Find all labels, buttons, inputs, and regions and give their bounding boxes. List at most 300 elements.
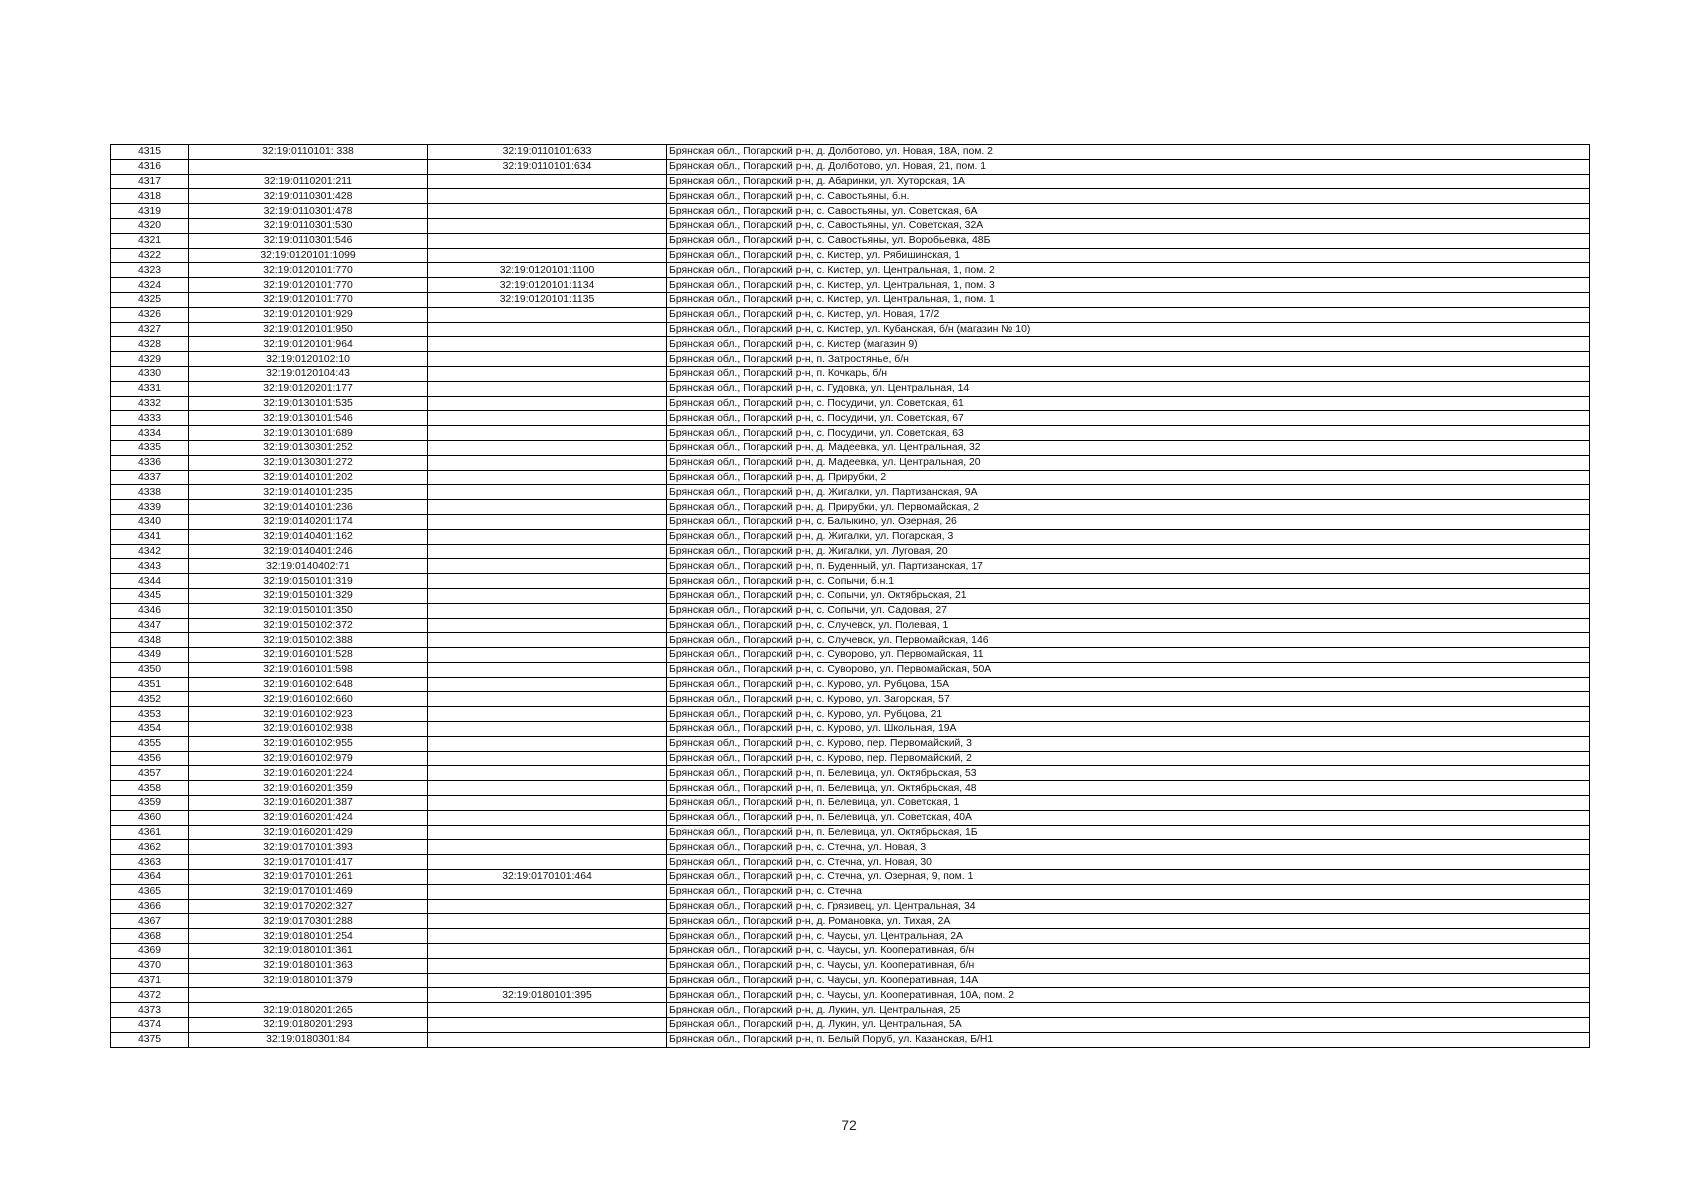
table-row [111,1018,1590,1033]
cadastral-number-cell: 32:19:0180201:293 [189,1018,428,1033]
cadastral-number-cell: 32:19:0140402:71 [189,559,428,574]
address-cell: Брянская обл., Погарский р-н, с. Курово, пер. Первомайский, 3 [667,736,1590,751]
row-number-cell: 4334 [111,426,189,441]
address-cell: Брянская обл., Погарский р-н, с. Суворово, ул. Первомайская, 11 [667,648,1590,663]
address-cell: Брянская обл., Погарский р-н, п. Белевица, ул. Советская, 40А [667,810,1590,825]
address-cell: Брянская обл., Погарский р-н, с. Курово, пер. Первомайский, 2 [667,751,1590,766]
row-number-cell: 4375 [111,1032,189,1047]
address-cell: Брянская обл., Погарский р-н, д. Мадеевка, ул. Центральная, 32 [667,440,1590,455]
table-row [111,929,1590,944]
row-number-cell: 4343 [111,559,189,574]
table-row [111,396,1590,411]
table-row [111,544,1590,559]
cadastral-number-cell: 32:19:0140401:246 [189,544,428,559]
table-row [111,899,1590,914]
cadastral-number-cell: 32:19:0160102:938 [189,722,428,737]
cadastral-number-cell: 32:19:0130301:272 [189,455,428,470]
address-cell: Брянская обл., Погарский р-н, д. Жигалки, ул. Погарская, 3 [667,529,1590,544]
address-cell: Брянская обл., Погарский р-н, с. Чаусы, ул. Кооперативная, 14А [667,973,1590,988]
address-cell: Брянская обл., Погарский р-н, д. Жигалки, ул. Партизанская, 9А [667,485,1590,500]
row-number-cell: 4362 [111,840,189,855]
premises-number-cell [428,633,667,648]
cadastral-number-cell: 32:19:0160102:648 [189,677,428,692]
row-number-cell: 4374 [111,1018,189,1033]
cadastral-number-cell: 32:19:0160201:424 [189,810,428,825]
row-number-cell: 4341 [111,529,189,544]
premises-number-cell [428,189,667,204]
cadastral-number-cell: 32:19:0120101:770 [189,263,428,278]
row-number-cell: 4340 [111,514,189,529]
address-cell: Брянская обл., Погарский р-н, с. Кистер, ул. Центральная, 1, пом. 3 [667,278,1590,293]
address-cell: Брянская обл., Погарский р-н, с. Курово, ул. Загорская, 57 [667,692,1590,707]
table-row [111,440,1590,455]
row-number-cell: 4346 [111,603,189,618]
row-number-cell: 4322 [111,248,189,263]
premises-number-cell [428,204,667,219]
table-row [111,588,1590,603]
row-number-cell: 4357 [111,766,189,781]
table-row [111,722,1590,737]
table-row [111,958,1590,973]
premises-number-cell [428,736,667,751]
cadastral-number-cell: 32:19:0150101:329 [189,588,428,603]
address-cell: Брянская обл., Погарский р-н, п. Буденный, ул. Партизанская, 17 [667,559,1590,574]
row-number-cell: 4342 [111,544,189,559]
row-number-cell: 4326 [111,307,189,322]
row-number-cell: 4329 [111,352,189,367]
address-cell: Брянская обл., Погарский р-н, п. Белевица, ул. Октябрьская, 53 [667,766,1590,781]
premises-number-cell: 32:19:0120101:1134 [428,278,667,293]
premises-number-cell [428,174,667,189]
premises-number-cell [428,366,667,381]
row-number-cell: 4327 [111,322,189,337]
address-cell: Брянская обл., Погарский р-н, с. Чаусы, ул. Центральная, 2А [667,929,1590,944]
premises-number-cell [428,455,667,470]
row-number-cell: 4364 [111,870,189,885]
address-cell: Брянская обл., Погарский р-н, с. Кистер (магазин 9) [667,337,1590,352]
premises-number-cell [428,973,667,988]
table-row [111,751,1590,766]
cadastral-number-cell: 32:19:0110301:478 [189,204,428,219]
premises-number-cell [428,440,667,455]
premises-number-cell: 32:19:0180101:395 [428,988,667,1003]
premises-number-cell [428,352,667,367]
cadastral-number-cell: 32:19:0110301:546 [189,233,428,248]
address-cell: Брянская обл., Погарский р-н, с. Сопычи, б.н.1 [667,574,1590,589]
premises-number-cell [428,500,667,515]
premises-number-cell [428,766,667,781]
row-number-cell: 4335 [111,440,189,455]
cadastral-number-cell: 32:19:0160102:660 [189,692,428,707]
table-row [111,233,1590,248]
cadastral-number-cell: 32:19:0180301:84 [189,1032,428,1047]
row-number-cell: 4351 [111,677,189,692]
address-cell: Брянская обл., Погарский р-н, с. Сопычи, ул. Садовая, 27 [667,603,1590,618]
table-row [111,796,1590,811]
address-cell: Брянская обл., Погарский р-н, с. Чаусы, ул. Кооперативная, б/н [667,944,1590,959]
row-number-cell: 4323 [111,263,189,278]
premises-number-cell [428,426,667,441]
cadastral-number-cell: 32:19:0160102:979 [189,751,428,766]
address-cell: Брянская обл., Погарский р-н, д. Абаринки, ул. Хуторская, 1А [667,174,1590,189]
premises-number-cell [428,574,667,589]
premises-number-cell [428,381,667,396]
row-number-cell: 4347 [111,618,189,633]
cadastral-number-cell: 32:19:0130301:252 [189,440,428,455]
premises-number-cell [428,1032,667,1047]
cadastral-number-cell: 32:19:0180101:379 [189,973,428,988]
row-number-cell: 4371 [111,973,189,988]
address-cell: Брянская обл., Погарский р-н, с. Курово, ул. Рубцова, 21 [667,707,1590,722]
cadastral-number-cell: 32:19:0180101:361 [189,944,428,959]
address-cell: Брянская обл., Погарский р-н, с. Сопычи, ул. Октябрьская, 21 [667,588,1590,603]
row-number-cell: 4328 [111,337,189,352]
row-number-cell: 4367 [111,914,189,929]
premises-number-cell [428,899,667,914]
table-row [111,411,1590,426]
address-cell: Брянская обл., Погарский р-н, с. Кистер, ул. Новая, 17/2 [667,307,1590,322]
table-row [111,366,1590,381]
table-row [111,766,1590,781]
premises-number-cell [428,218,667,233]
row-number-cell: 4354 [111,722,189,737]
table-row [111,1032,1590,1047]
address-cell: Брянская обл., Погарский р-н, с. Кистер, ул. Кубанская, б/н (магазин № 10) [667,322,1590,337]
address-cell: Брянская обл., Погарский р-н, д. Долботово, ул. Новая, 18А, пом. 2 [667,145,1590,160]
address-cell: Брянская обл., Погарский р-н, с. Чаусы, ул. Кооперативная, 10А, пом. 2 [667,988,1590,1003]
address-cell: Брянская обл., Погарский р-н, п. Кочкарь, б/н [667,366,1590,381]
table-row [111,218,1590,233]
row-number-cell: 4338 [111,485,189,500]
premises-number-cell [428,514,667,529]
table-row [111,677,1590,692]
table-row [111,988,1590,1003]
table-row [111,455,1590,470]
cadastral-number-cell: 32:19:0120201:177 [189,381,428,396]
property-registry-table [110,144,1590,1048]
premises-number-cell [428,248,667,263]
cadastral-number-cell: 32:19:0150101:350 [189,603,428,618]
row-number-cell: 4358 [111,781,189,796]
table-row [111,574,1590,589]
cadastral-number-cell: 32:19:0160201:359 [189,781,428,796]
cadastral-number-cell: 32:19:0120101:964 [189,337,428,352]
cadastral-number-cell: 32:19:0120102:10 [189,352,428,367]
row-number-cell: 4363 [111,855,189,870]
row-number-cell: 4369 [111,944,189,959]
table-row [111,145,1590,160]
row-number-cell: 4315 [111,145,189,160]
row-number-cell: 4320 [111,218,189,233]
table-row [111,189,1590,204]
row-number-cell: 4372 [111,988,189,1003]
address-cell: Брянская обл., Погарский р-н, с. Посудичи, ул. Советская, 67 [667,411,1590,426]
table-row [111,633,1590,648]
premises-number-cell: 32:19:0120101:1100 [428,263,667,278]
cadastral-number-cell: 32:19:0160101:598 [189,662,428,677]
address-cell: Брянская обл., Погарский р-н, с. Гудовка, ул. Центральная, 14 [667,381,1590,396]
premises-number-cell [428,396,667,411]
row-number-cell: 4350 [111,662,189,677]
address-cell: Брянская обл., Погарский р-н, д. Жигалки, ул. Луговая, 20 [667,544,1590,559]
cadastral-number-cell: 32:19:0160102:955 [189,736,428,751]
table-row [111,485,1590,500]
table-row [111,810,1590,825]
address-cell: Брянская обл., Погарский р-н, п. Затростянье, б/н [667,352,1590,367]
cadastral-number-cell: 32:19:0160101:528 [189,648,428,663]
cadastral-number-cell: 32:19:0130101:689 [189,426,428,441]
premises-number-cell [428,810,667,825]
row-number-cell: 4349 [111,648,189,663]
address-cell: Брянская обл., Погарский р-н, д. Мадеевка, ул. Центральная, 20 [667,455,1590,470]
address-cell: Брянская обл., Погарский р-н, с. Савостьяны, б.н. [667,189,1590,204]
address-cell: Брянская обл., Погарский р-н, с. Балыкино, ул. Озерная, 26 [667,514,1590,529]
address-cell: Брянская обл., Погарский р-н, п. Белевица, ул. Советская, 1 [667,796,1590,811]
row-number-cell: 4339 [111,500,189,515]
address-cell: Брянская обл., Погарский р-н, п. Белевица, ул. Октябрьская, 48 [667,781,1590,796]
premises-number-cell [428,707,667,722]
table-row [111,884,1590,899]
address-cell: Брянская обл., Погарский р-н, с. Стечна, ул. Новая, 3 [667,840,1590,855]
address-cell: Брянская обл., Погарский р-н, с. Случевск, ул. Полевая, 1 [667,618,1590,633]
cadastral-number-cell: 32:19:0110301:428 [189,189,428,204]
row-number-cell: 4317 [111,174,189,189]
table-row [111,529,1590,544]
address-cell: Брянская обл., Погарский р-н, д. Прирубки, ул. Первомайская, 2 [667,500,1590,515]
row-number-cell: 4333 [111,411,189,426]
cadastral-number-cell: 32:19:0150102:372 [189,618,428,633]
premises-number-cell [428,1003,667,1018]
cadastral-number-cell: 32:19:0170301:288 [189,914,428,929]
address-cell: Брянская обл., Погарский р-н, с. Посудичи, ул. Советская, 63 [667,426,1590,441]
row-number-cell: 4365 [111,884,189,899]
row-number-cell: 4373 [111,1003,189,1018]
premises-number-cell [428,529,667,544]
cadastral-number-cell: 32:19:0120101:1099 [189,248,428,263]
cadastral-number-cell: 32:19:0140401:162 [189,529,428,544]
cadastral-number-cell: 32:19:0180201:265 [189,1003,428,1018]
premises-number-cell: 32:19:0170101:464 [428,870,667,885]
row-number-cell: 4370 [111,958,189,973]
row-number-cell: 4332 [111,396,189,411]
premises-number-cell [428,722,667,737]
row-number-cell: 4356 [111,751,189,766]
premises-number-cell [428,307,667,322]
address-cell: Брянская обл., Погарский р-н, с. Кистер, ул. Центральная, 1, пом. 1 [667,292,1590,307]
address-cell: Брянская обл., Погарский р-н, с. Стечна, ул. Новая, 30 [667,855,1590,870]
premises-number-cell [428,559,667,574]
row-number-cell: 4321 [111,233,189,248]
cadastral-number-cell [189,988,428,1003]
row-number-cell: 4319 [111,204,189,219]
table-row [111,692,1590,707]
premises-number-cell [428,825,667,840]
cadastral-number-cell: 32:19:0120101:770 [189,292,428,307]
premises-number-cell [428,677,667,692]
premises-number-cell [428,588,667,603]
cadastral-number-cell: 32:19:0120101:950 [189,322,428,337]
row-number-cell: 4345 [111,588,189,603]
row-number-cell: 4318 [111,189,189,204]
premises-number-cell [428,411,667,426]
row-number-cell: 4366 [111,899,189,914]
row-number-cell: 4361 [111,825,189,840]
address-cell: Брянская обл., Погарский р-н, д. Лукин, ул. Центральная, 5А [667,1018,1590,1033]
table-row [111,781,1590,796]
premises-number-cell: 32:19:0120101:1135 [428,292,667,307]
row-number-cell: 4360 [111,810,189,825]
cadastral-number-cell: 32:19:0140201:174 [189,514,428,529]
address-cell: Брянская обл., Погарский р-н, с. Чаусы, ул. Кооперативная, б/н [667,958,1590,973]
table-row [111,514,1590,529]
table-row [111,292,1590,307]
row-number-cell: 4353 [111,707,189,722]
cadastral-number-cell: 32:19:0110201:211 [189,174,428,189]
address-cell: Брянская обл., Погарский р-н, д. Романовка, ул. Тихая, 2А [667,914,1590,929]
row-number-cell: 4325 [111,292,189,307]
page-number: 72 [841,1117,857,1133]
table-row [111,944,1590,959]
cadastral-number-cell: 32:19:0140101:202 [189,470,428,485]
table-row [111,248,1590,263]
table-row [111,662,1590,677]
table-row [111,914,1590,929]
table-row [111,840,1590,855]
address-cell: Брянская обл., Погарский р-н, д. Долботово, ул. Новая, 21, пом. 1 [667,159,1590,174]
table-row [111,736,1590,751]
address-cell: Брянская обл., Погарский р-н, с. Кистер, ул. Центральная, 1, пом. 2 [667,263,1590,278]
premises-number-cell [428,914,667,929]
premises-number-cell [428,648,667,663]
premises-number-cell [428,618,667,633]
address-cell: Брянская обл., Погарский р-н, д. Лукин, ул. Центральная, 25 [667,1003,1590,1018]
table-row [111,204,1590,219]
premises-number-cell: 32:19:0110101:634 [428,159,667,174]
cadastral-number-cell: 32:19:0110301:530 [189,218,428,233]
table-row [111,973,1590,988]
premises-number-cell [428,322,667,337]
table-row [111,1003,1590,1018]
row-number-cell: 4368 [111,929,189,944]
premises-number-cell [428,544,667,559]
address-cell: Брянская обл., Погарский р-н, с. Курово, ул. Рубцова, 15А [667,677,1590,692]
row-number-cell: 4337 [111,470,189,485]
row-number-cell: 4352 [111,692,189,707]
address-cell: Брянская обл., Погарский р-н, п. Белый Поруб, ул. Казанская, Б/Н1 [667,1032,1590,1047]
row-number-cell: 4330 [111,366,189,381]
row-number-cell: 4355 [111,736,189,751]
address-cell: Брянская обл., Погарский р-н, с. Савостьяны, ул. Советская, 6А [667,204,1590,219]
cadastral-number-cell: 32:19:0130101:535 [189,396,428,411]
table-row [111,174,1590,189]
row-number-cell: 4316 [111,159,189,174]
cadastral-number-cell: 32:19:0180101:363 [189,958,428,973]
table-row [111,618,1590,633]
registry-table-body [111,145,1590,1048]
cadastral-number-cell: 32:19:0170202:327 [189,899,428,914]
cadastral-number-cell: 32:19:0170101:261 [189,870,428,885]
row-number-cell: 4331 [111,381,189,396]
address-cell: Брянская обл., Погарский р-н, с. Курово, ул. Школьная, 19А [667,722,1590,737]
premises-number-cell [428,958,667,973]
premises-number-cell [428,796,667,811]
premises-number-cell: 32:19:0110101:633 [428,145,667,160]
row-number-cell: 4348 [111,633,189,648]
table-row [111,648,1590,663]
premises-number-cell [428,840,667,855]
cadastral-number-cell: 32:19:0150102:388 [189,633,428,648]
address-cell: Брянская обл., Погарский р-н, с. Кистер, ул. Рябишинская, 1 [667,248,1590,263]
address-cell: Брянская обл., Погарский р-н, с. Случевск, ул. Первомайская, 146 [667,633,1590,648]
premises-number-cell [428,781,667,796]
row-number-cell: 4324 [111,278,189,293]
premises-number-cell [428,485,667,500]
premises-number-cell [428,929,667,944]
premises-number-cell [428,233,667,248]
premises-number-cell [428,1018,667,1033]
premises-number-cell [428,884,667,899]
table-row [111,426,1590,441]
table-row [111,322,1590,337]
table-row [111,263,1590,278]
table-row [111,381,1590,396]
table-row [111,603,1590,618]
table-row [111,159,1590,174]
cadastral-number-cell: 32:19:0120101:929 [189,307,428,322]
cadastral-number-cell [189,159,428,174]
premises-number-cell [428,751,667,766]
premises-number-cell [428,662,667,677]
cadastral-number-cell: 32:19:0130101:546 [189,411,428,426]
cadastral-number-cell: 32:19:0120101:770 [189,278,428,293]
table-row [111,870,1590,885]
premises-number-cell [428,603,667,618]
table-row [111,352,1590,367]
table-row [111,559,1590,574]
table-row [111,470,1590,485]
cadastral-number-cell: 32:19:0160102:923 [189,707,428,722]
cadastral-number-cell: 32:19:0120104:43 [189,366,428,381]
address-cell: Брянская обл., Погарский р-н, п. Белевица, ул. Октябрьская, 1Б [667,825,1590,840]
table-row [111,278,1590,293]
table-row [111,307,1590,322]
cadastral-number-cell: 32:19:0140101:236 [189,500,428,515]
cadastral-number-cell: 32:19:0170101:469 [189,884,428,899]
table-row [111,855,1590,870]
cadastral-number-cell: 32:19:0170101:417 [189,855,428,870]
address-cell: Брянская обл., Погарский р-н, с. Савостьяны, ул. Советская, 32А [667,218,1590,233]
address-cell: Брянская обл., Погарский р-н, с. Посудичи, ул. Советская, 61 [667,396,1590,411]
table-row [111,500,1590,515]
cadastral-number-cell: 32:19:0160201:224 [189,766,428,781]
cadastral-number-cell: 32:19:0160201:429 [189,825,428,840]
row-number-cell: 4336 [111,455,189,470]
cadastral-number-cell: 32:19:0140101:235 [189,485,428,500]
premises-number-cell [428,944,667,959]
address-cell: Брянская обл., Погарский р-н, с. Грязивец, ул. Центральная, 34 [667,899,1590,914]
address-cell: Брянская обл., Погарский р-н, с. Стечна, ул. Озерная, 9, пом. 1 [667,870,1590,885]
address-cell: Брянская обл., Погарский р-н, д. Прирубки, 2 [667,470,1590,485]
cadastral-number-cell: 32:19:0150101:319 [189,574,428,589]
cadastral-number-cell: 32:19:0180101:254 [189,929,428,944]
row-number-cell: 4359 [111,796,189,811]
address-cell: Брянская обл., Погарский р-н, с. Стечна [667,884,1590,899]
row-number-cell: 4344 [111,574,189,589]
premises-number-cell [428,470,667,485]
premises-number-cell [428,337,667,352]
table-row [111,337,1590,352]
address-cell: Брянская обл., Погарский р-н, с. Савостьяны, ул. Воробьевка, 48Б [667,233,1590,248]
